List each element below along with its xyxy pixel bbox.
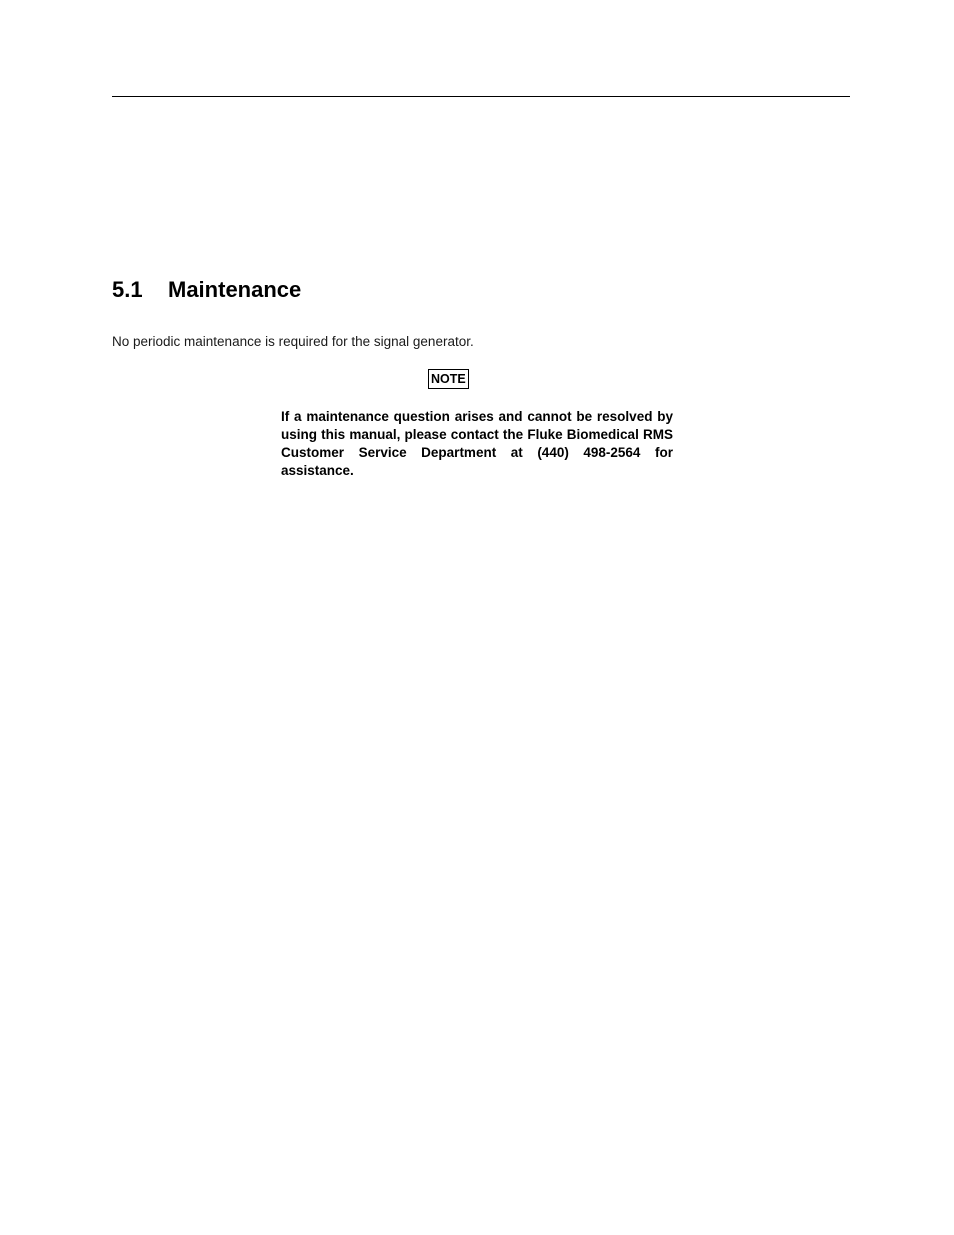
header-rule xyxy=(112,96,850,97)
section-number: 5.1 xyxy=(112,277,143,302)
note-label: NOTE xyxy=(428,369,469,389)
section-heading xyxy=(112,275,301,305)
note-text: If a maintenance question arises and cannot be resolved by using this manual, please contact the Fluke Biomedical RMS Customer Service Department at (440) 498-2564 for assistance. xyxy=(281,409,673,478)
section-title: Maintenance xyxy=(168,277,302,302)
body-paragraph: No periodic maintenance is required for the signal generator. xyxy=(112,334,474,349)
